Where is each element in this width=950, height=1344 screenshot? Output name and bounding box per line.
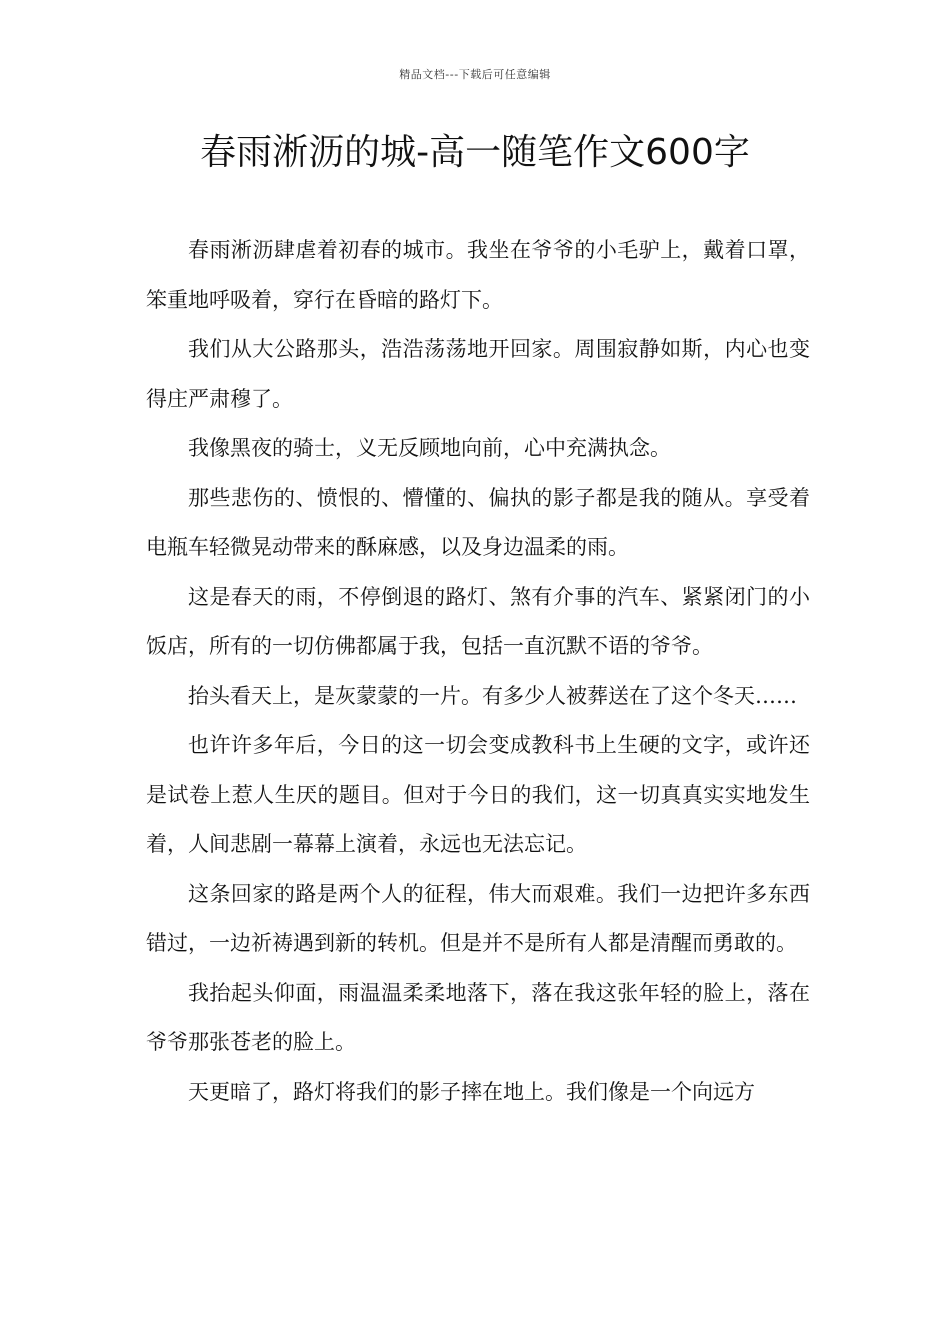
paragraph: 我们从大公路那头，浩浩荡荡地开回家。周围寂静如斯，内心也变得庄严肃穆了。 (146, 337, 810, 411)
paragraph: 那些悲伤的、愤恨的、懵懂的、偏执的影子都是我的随从。享受着电瓶车轻微晃动带来的酥麻感，以及身边温柔的雨。 (146, 485, 810, 559)
paragraph: 春雨淅沥肆虐着初春的城市。我坐在爷爷的小毛驴上，戴着口罩，笨重地呼吸着，穿行在昏暗的路灯下。 (146, 238, 810, 312)
page-title: 春雨淅沥的城-高一随笔作文600字 (200, 132, 750, 173)
paragraph: 也许许多年后，今日的这一切会变成教科书上生硬的文字，或许还是试卷上惹人生厌的题目。但对于今日的我们，这一切真真实实地发生着，人间悲剧一幕幕上演着，永远也无法忘记。 (146, 733, 810, 856)
paragraph: 抬头看天上，是灰蒙蒙的一片。有多少人被葬送在了这个冬天…… (188, 683, 797, 708)
article-body (146, 226, 810, 1117)
header-note: 精品文档---下载后可任意编辑 (399, 68, 551, 81)
paragraph: 我抬起头仰面，雨温温柔柔地落下，落在我这张年轻的脸上，落在爷爷那张苍老的脸上。 (146, 980, 810, 1054)
paragraph: 我像黑夜的骑士，义无反顾地向前，心中充满执念。 (188, 436, 671, 460)
paragraph: 天更暗了，路灯将我们的影子摔在地上。我们像是一个向远方 (188, 1079, 755, 1104)
paragraph: 这条回家的路是两个人的征程，伟大而艰难。我们一边把许多东西错过，一边祈祷遇到新的转机。但是并不是所有人都是清醒而勇敢的。 (146, 881, 810, 955)
paragraph: 这是春天的雨，不停倒退的路灯、煞有介事的汽车、紧紧闭门的小饭店，所有的一切仿佛都属于我，包括一直沉默不语的爷爷。 (146, 584, 810, 658)
